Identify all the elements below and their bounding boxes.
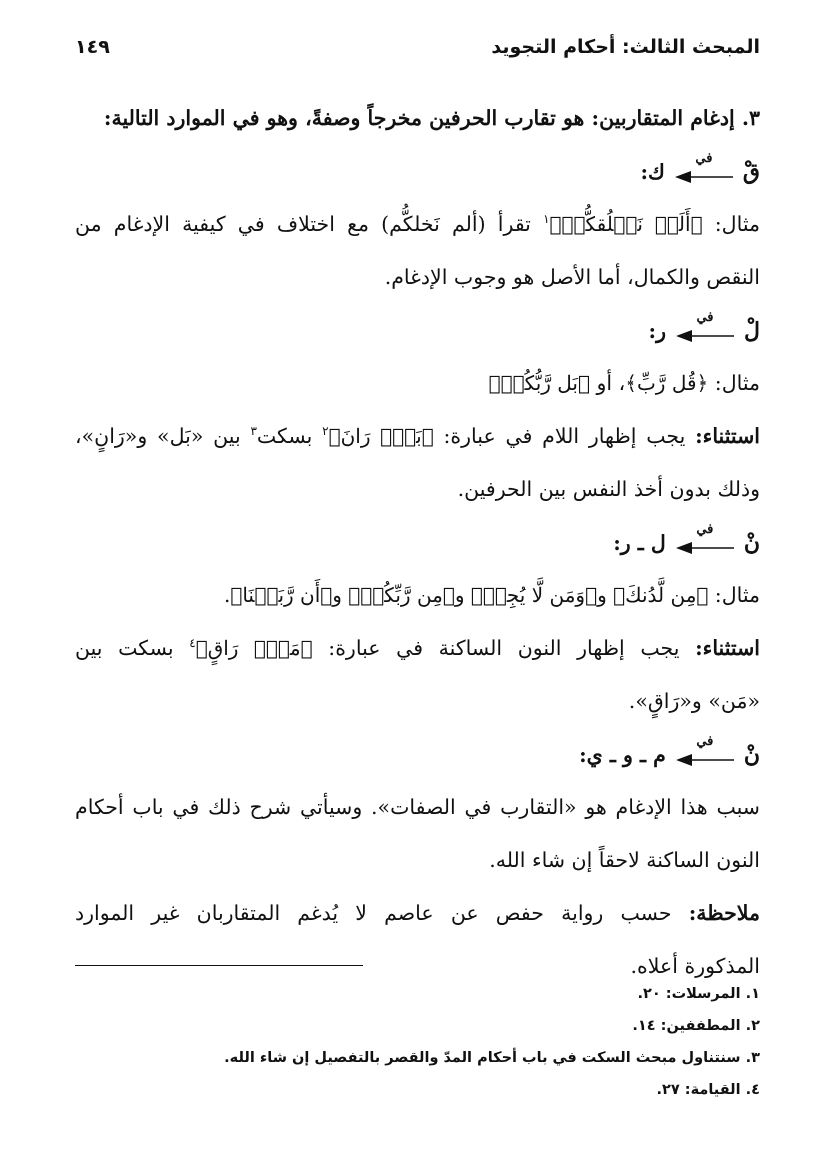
example-2 [75,357,760,410]
quran-quote: ﴿مَنۡۜ رَاقٍ﴾ [195,636,313,660]
example-text: تقرأ (ألم نَخلكُّم) مع اختلاف في كيفية الإدغام من [75,212,544,236]
exception-text: يجب إظهار النون الساكنة في عبارة: [312,636,696,660]
exception-text: بين «بَل» و«رَانٍ»، [75,424,251,448]
example-1-line-1 [75,198,760,251]
exception-label: استثناء: [695,424,760,448]
rule-qaf [75,145,760,198]
main-text [75,92,760,993]
example-label: مثال: [714,371,760,395]
note-text: حسب رواية حفص عن عاصم لا يُدغم المتقاربان غير الموارد [75,901,689,925]
arrow-label: في [695,150,713,166]
quran-quote: ﴿أَلَمۡ نَخۡلُقكُّمۡ﴾ [549,212,703,236]
arrow-label: في [696,521,714,537]
arrow-left-icon [676,521,734,558]
arrow-left-icon [676,309,734,346]
arrow-left-icon [676,733,734,770]
chapter-title: المبحث الثالث: أحكام التجويد [491,36,760,58]
example-label: مثال: [714,212,760,236]
footnote-ref-2: ٢ [322,424,329,439]
example-label: مثال: [714,583,760,607]
arrow-label: في [696,733,714,749]
exception-1-line-1 [75,410,760,463]
footnote-ref-4: ٤ [189,636,196,651]
rule-letter: لْ [744,317,760,344]
rule-nun-mim-waw-ya [75,728,760,781]
footnote-divider [75,965,363,966]
example-1-line-2: النقص والكمال، أما الأصل هو وجوب الإدغام. [384,265,760,289]
exception-text: يجب إظهار اللام في عبارة: [433,424,696,448]
note-line-1 [75,887,760,940]
exception-label: استثناء: [695,636,760,660]
exception-text: بسكت بين [75,636,190,660]
footnote-item: ٣. سنتناول مبحث السكت في باب أحكام المدّ والقصر بالتفصيل إن شاء الله. [224,1050,760,1066]
rule-letter: قْ [742,158,760,185]
note-label: ملاحظة: [688,901,760,925]
rule-nun-lam-ra [75,516,760,569]
footnotes [75,978,760,1106]
footnote-item: ١. المرسلات: ٢٠. [637,986,760,1002]
example-3 [75,569,760,622]
footnote-ref-1: ١ [543,212,550,227]
rule-targets: ر: [648,318,666,343]
quran-quote: ﴿بَل رَّبُّكُمۡ﴾ [488,371,590,395]
section-heading [75,92,760,145]
rule-targets: ك: [640,159,665,184]
separator-text: ، أو [590,371,626,395]
footnote-item: ٢. المطففين: ١٤. [632,1018,760,1034]
quran-quotes: ﴿مِن لَّدُنكَ﴾ و﴿وَمَن لَّا يُجِبۡ﴾ و﴿مِن رَّبِّكُمۡ﴾ و﴿أَن رَّبَطۡنَا﴾. [223,583,715,607]
rule-letter: نْ [743,529,760,556]
footnote-item: ٤. القيامة: ٢٧. [656,1082,760,1098]
reason-line-2: النون الساكنة لاحقاً إن شاء الله. [489,848,760,872]
reason-line-1: سبب هذا الإدغام هو «التقارب في الصفات». وسيأتي شرح ذلك في باب أحكام [75,795,760,819]
rule-targets: م ـ و ـ ي: [579,742,666,767]
quran-quote: ﴿قُل رَّبِّ﴾ [625,371,709,395]
footnote-ref-3: ٣ [250,424,257,439]
page-number: ١٤٩ [75,36,110,58]
exception-1-line-2: وذلك بدون أخذ النفس بين الحرفين. [457,477,760,501]
rule-targets: ل ـ ر: [613,530,666,555]
exception-text: بسكت [256,424,323,448]
quran-quote: ﴿بَلۡۜ رَانَ﴾ [328,424,434,448]
arrow-label: في [696,309,714,325]
rule-lam [75,304,760,357]
rule-letter: نْ [743,741,760,768]
heading-label: ٣. إدغام المتقاربين: [591,106,760,130]
exception-2-line-2: «مَن» و«رَاقٍ». [628,689,760,713]
note-line-2: المذكورة أعلاه. [630,954,760,978]
running-header [75,36,760,70]
heading-text: هو تقارب الحرفين مخرجاً وصفةً، وهو في الموارد التالية: [103,106,592,130]
arrow-left-icon [675,150,733,187]
exception-2-line-1 [75,622,760,675]
